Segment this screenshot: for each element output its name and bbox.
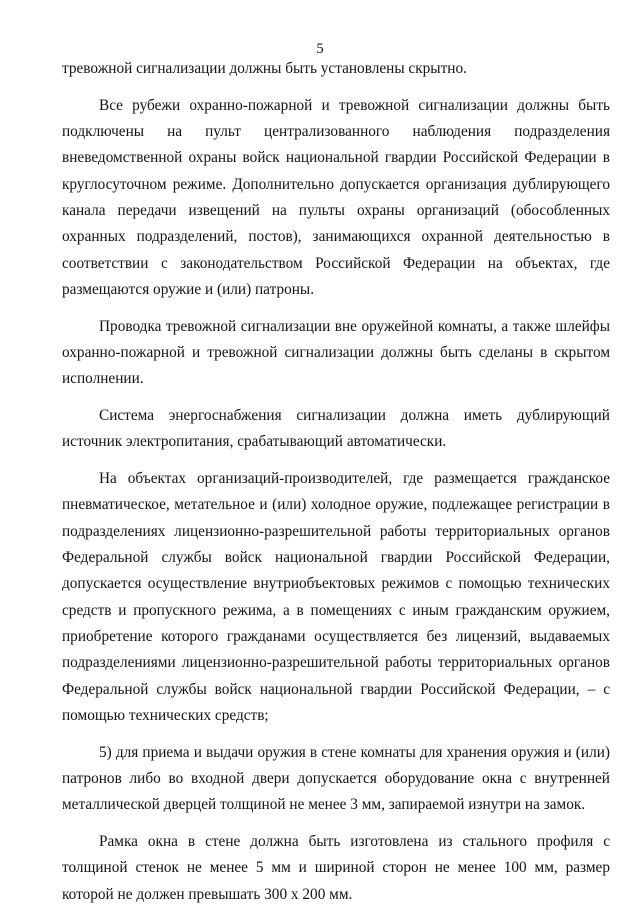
paragraph-hidden-wiring: Проводка тревожной сигнализации вне оружейной комнаты, а также шлейфы охранно-пожарной и тревожной сигнализации должны быть сделаны в скрытом исполнении. — [62, 317, 610, 388]
paragraph-alarm-connection: Все рубежи охранно-пожарной и тревожной сигнализации должны быть подключены на пульт централизованного наблюдения подразделения вневедомственной охраны войск национальной гвардии Российской Федерации в круглосуточном режиме. Дополнительно допускается организация дублирующего канала передачи извещений на пульты охраны организаций (обособленных охранных подразделений, постов), занимающихся охранной деятельностью в соответствии с законодательством Российской Федерации на объектах, где размещаются оружие и (или) патроны. — [62, 96, 610, 298]
paragraph-continuation: тревожной сигнализации должны быть установлены скрытно. — [62, 60, 467, 77]
paragraph-manufacturers: На объектах организаций-производителей, где размещается гражданское пневматическое, метательное и (или) холодное оружие, подлежащее регистрации в подразделениях лицензионно-разрешительной работы территориальных органов Федеральной службы войск национальной гвардии Российской Федерации, допускается осуществление внутриобъектовых режимов с помощью технических средств и пропускного режима, а в помещениях с иным гражданским оружием, приобретение которого гражданами осуществляется без лицензий, выдаваемых подразделениями лицензионно-разрешительной работы территориальных органов Федеральной службы войск национальной гвардии Российской Федерации, – с помощью технических средств; — [62, 470, 610, 724]
page-number: 5 — [316, 41, 324, 57]
paragraph-item-5-window: 5) для приема и выдачи оружия в стене комнаты для хранения оружия и (или) патронов либо во входной двери допускается оборудование окна с внутренней металлической дверцей толщиной не менее 3 мм, запираемой изнутри на замок. — [62, 743, 610, 814]
document-body — [62, 56, 610, 908]
paragraph-window-frame: Рамка окна в стене должна быть изготовлена из стального профиля с толщиной стенок не менее 5 мм и шириной сторон не менее 100 мм, размер которой не должен превышать 300 х 200 мм. — [62, 833, 610, 903]
paragraph-backup-power: Система энергоснабжения сигнализации должна иметь дублирующий источник электропитания, срабатывающий автоматически. — [62, 407, 610, 451]
